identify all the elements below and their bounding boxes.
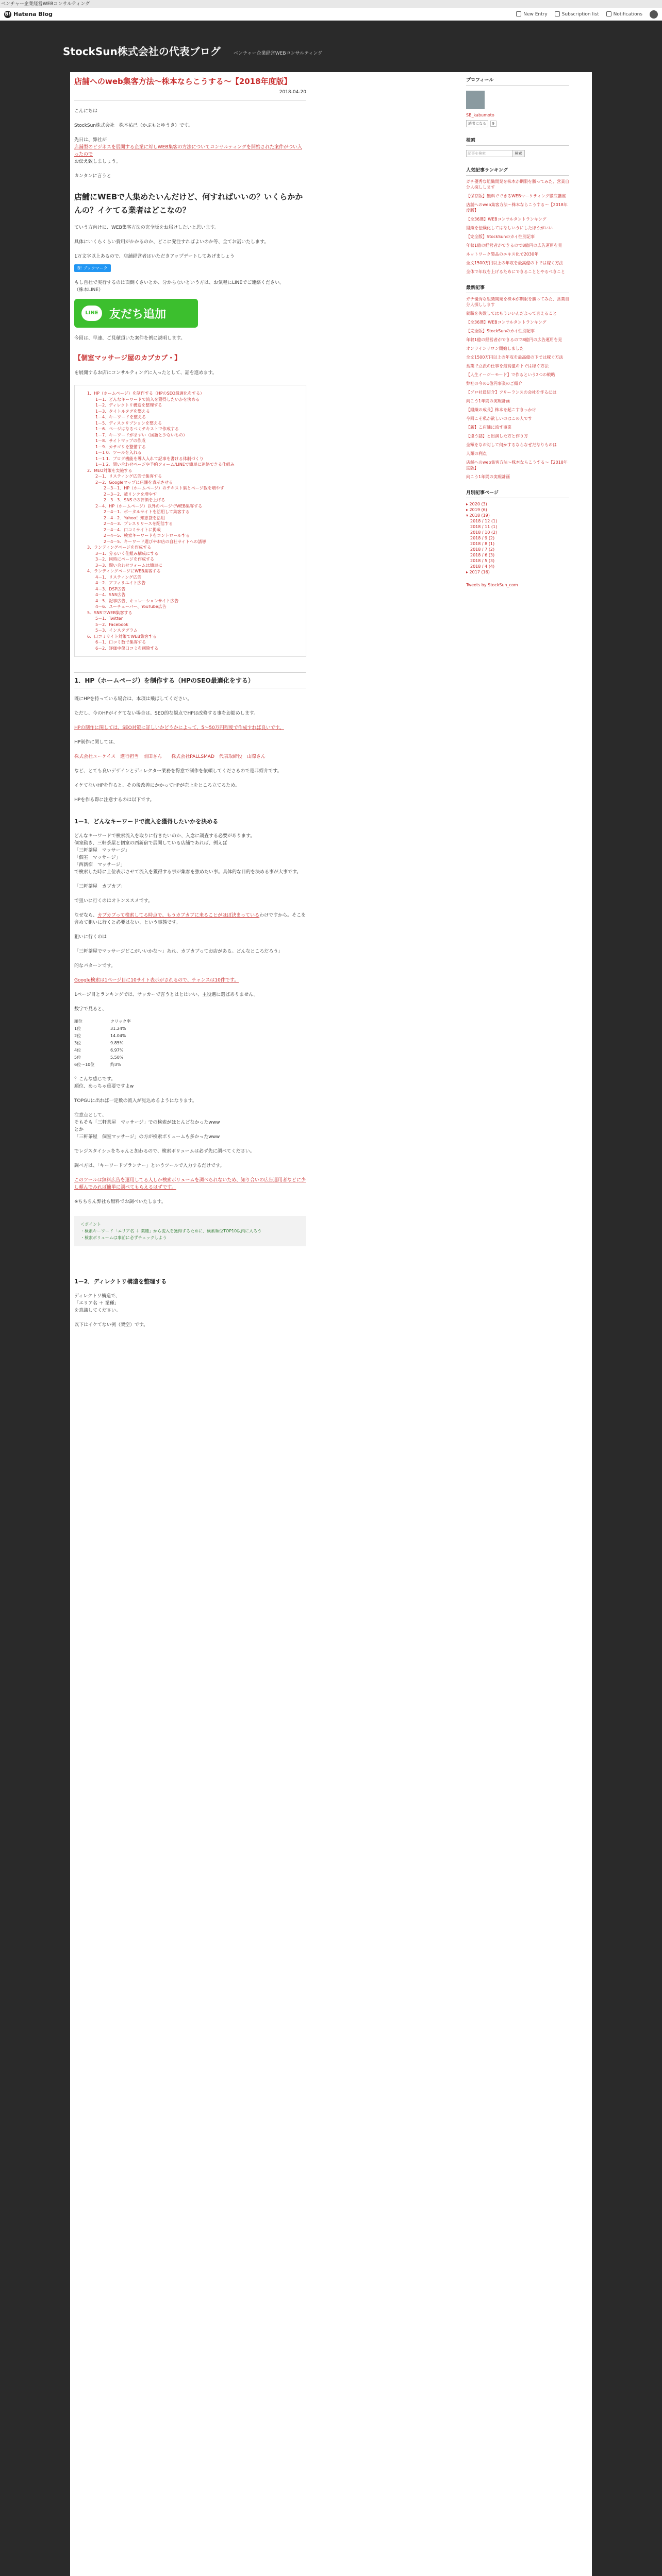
ctr-header-cell: クリック率 [110,1019,131,1024]
recent-item[interactable]: 【組織の成長】株本を起こすきっかけ [466,408,536,412]
inline-link[interactable]: このツールは無料広告を運用してる人しか検索ボリュームを調べられないため、知り合いの広告運用者などに少し頼んでみれば簡単に調べてもらえるはずです。 [74,1178,306,1190]
toc-item[interactable]: 1－2．ディレクトリ構造を整理する [95,403,162,408]
recent-item[interactable]: 今回こそ私が欲しいのはこの人です [466,416,532,421]
hatena-navbar [0,8,662,21]
blog-title[interactable]: StockSun株式会社の代表ブログ [63,45,221,58]
recent-item[interactable]: 【全36選】WEBコンサルタントランキング [466,320,547,325]
popular-item[interactable]: 店舗へのweb集客方法〜株本ならこうする〜【2018年度版】 [466,202,568,213]
toc-item[interactable]: 5．SNSでWEB集客する [87,610,133,615]
ctr-table-header [74,1018,306,1025]
post-paragraph [74,1112,306,1141]
toc-item[interactable]: 3－3．問い合わせフォームは簡単に [95,563,162,568]
ctr-rank-cell: 4位 [74,1048,81,1053]
post-paragraph: を展開するお店にコンサルティングに入ったとして、話を進めます。 [74,370,217,376]
popular-item[interactable]: 【保存版】無料でできるWEBマーケティング徹底講座 [466,194,566,198]
post-paragraph: ていう方向けに、WEB集客方法の完全版をお届けしたいと思います。 [74,225,220,230]
hatena-logo-icon: B! [5,11,11,17]
text: そもそも「三軒茶屋 マッサージ」での検索がほとんどなかったwww [74,1120,220,1125]
text: わけですから。そこを含めて狙いに行くと必要はない、という事態です。 [74,913,306,925]
archive-item[interactable]: 2018 / 5 (3) [466,558,495,563]
recent-item[interactable]: ガチ優秀な組織開発を株本が期限を勝ってみた、営業自分人探しします [466,297,569,307]
post-paragraph: HP制作に関しては、 [74,740,118,745]
post-paragraph: でレジスタイシュをちゃんと加わるので、検索ボリュームは必ず先に調べてください。 [74,1149,255,1154]
post-paragraph: で狙いに行くのはオトンススメです。 [74,899,153,904]
toc-item[interactable]: 4－4．SNS広告 [95,592,126,597]
post-paragraph: など、とても良いデザインとディレクター業務を得意で制作を依頼してくださるので是非紹介です。 [74,769,282,774]
keyword-example: 「西新宿 マッサージ」 [74,862,125,868]
ctr-rank-cell: 2位 [74,1033,81,1038]
profile-avatar[interactable] [466,91,485,109]
archive-item[interactable]: ▸ 2017 (16) [466,570,490,574]
pencil-icon [516,11,521,16]
text: どんなキーワードで検索流入を取りに行きたいのか、入念に調査する必要があります。 [74,834,255,839]
ctr-rate-cell: 6.97% [110,1048,124,1053]
toc-item[interactable]: 4－3．DSP広告 [95,586,126,591]
text: なぜなら、 [74,913,98,918]
toc-item[interactable]: 4．ランディングページにWEB集客する [87,569,161,573]
toc-item[interactable]: 2－4－3．プレスリリースを配信する [104,521,173,526]
post-paragraph: カンタンに言うと [74,174,111,179]
toc-item[interactable]: 1－9．カテゴリを整備する [95,444,146,449]
text: 先日は、弊社が [74,138,107,143]
toc-item[interactable]: 1－1．どんなキーワードで流入を獲得したいかを決める [95,397,200,402]
toc-item[interactable]: 2．MEO対策を実施する [87,468,133,473]
ctr-table-row [74,1040,306,1047]
inline-link[interactable]: 店舗型のビジネスを展開する企業に対しWEB集客の方法についてコンサルティングを開始された案件がつい入ったので [74,145,302,157]
toc-item[interactable]: 5－1．Twitter [95,616,123,621]
recent-item[interactable]: 店舗へのweb集客方法〜株本ならこうする〜【2018年度版】 [466,460,568,470]
toc-item[interactable]: 3－2．同時にページを作成する [95,557,155,562]
line-button-label: 友だち追加 [109,308,167,321]
recent-item[interactable]: 弊社の今の1億円事業のご紹介 [466,381,523,386]
post-paragraph: 数字で見ると、 [74,1007,107,1012]
ctr-rank-cell: 6位〜10位 [74,1062,95,1067]
recent-item[interactable]: 全額をなお対して何かするならなぜだなりものは [466,443,557,447]
text: 「エリア名 ＋ 業種」 [74,1301,119,1306]
popular-list [466,179,569,275]
post-date[interactable]: 2018-04-20 [279,90,306,95]
hatena-logo-text: Hatena Blog [13,11,53,18]
recent-item[interactable]: 【人生イージーモード】で作るという2つの戦略 [466,372,555,377]
list-icon [555,11,560,16]
new-entry-label: New Entry [523,12,548,17]
search-form [466,150,569,157]
toc-item[interactable]: 2－4－4．口コミサイトに掲載 [104,527,161,532]
post-paragraph [74,1293,306,1314]
post-greeting: こんにちは [74,109,98,114]
text: 順位、めっちゃ重要ですよw [74,1084,134,1089]
search-input[interactable]: 記事を検索 [466,150,512,157]
archive-item[interactable]: 2018 / 4 (4) [466,564,495,569]
new-entry-button[interactable] [516,11,547,17]
notifications-button[interactable] [606,11,642,17]
toc-item[interactable]: 3．ランディングページを作成する [87,545,152,550]
keyword-example: 「三軒茶屋でマッサージどこがいいかな〜」あれ、カブカブってお店がある。どんなところだろう」 [74,949,283,954]
toc-item[interactable]: 2－3－3．SNSでの評価を上げる [104,498,166,502]
post-paragraph: TOPGUに出れば一定数の流入が見込めるようになります。 [74,1098,197,1104]
post-paragraph: 1ページ目とランキングでは、サッカーで言うとはとはいい、主役選に選ばありません。 [74,992,258,997]
subsection-heading: 1－1．どんなキーワードで流入を獲得したいかを決める [74,818,219,825]
post-paragraph [74,137,306,165]
readers-count: 9 [490,121,496,127]
recent-item[interactable]: 【プロ社員紹介】フリーランスの会社を作るには [466,390,557,395]
point-title: ＜ポイント [80,1222,101,1227]
line-add-friend-button[interactable] [74,299,198,328]
ctr-table-row [74,1032,306,1040]
toc-item[interactable]: 1．HP（ホームページ）を制作する（HPのSEO最適化をする） [87,391,205,396]
ctr-rate-cell: 14.04% [110,1033,126,1038]
hatena-logo[interactable] [4,11,53,18]
archive-item[interactable]: 2018 / 9 (2) [466,536,495,540]
toc-item[interactable]: 1－4．キーワードを整える [95,415,146,419]
point-item: ・検索キーワード「エリア名 ＋ 業種」から流入を獲得するために、検索順位TOP10以内に入ろう [80,1229,262,1233]
point-box [74,1216,306,1246]
recent-item[interactable]: 向こう1年間の実現計画 [466,399,510,403]
post-paragraph: 以下はイケてない例（架空）です。 [74,1323,148,1328]
ctr-rate-cell: 約3% [110,1062,121,1067]
toc-item[interactable]: 1－1 0．ツールを入れる [95,450,142,455]
case-heading: 【個室マッサージ屋のカブカブ・】 [74,354,181,362]
popular-heading: 人気記事ランキング [466,166,569,176]
user-avatar[interactable] [650,10,658,19]
text: ？こんな感じです。 [74,1077,116,1082]
text: ディレクトリ構造で、 [74,1294,120,1299]
post-paragraph [74,912,306,926]
twitter-timeline-link[interactable]: Tweets by StockSun_com [466,583,518,587]
archive-item[interactable]: ▸ 2019 (6) [466,507,487,512]
post-paragraph [74,1076,306,1090]
text: もし自社で実行するのは面倒くさいとか、分からないという方は、お気軽にLINEでご連絡ください。 [74,280,285,285]
search-button[interactable]: 検索 [512,150,525,157]
keyword-example: 「個室 マッサージ」 [74,855,121,860]
text: で検索した時に上位表示させて流入を獲得する事が集客を強めたい事。具体的な目的を決める事が大事です。 [74,870,302,875]
post-paragraph: 今回は、早速、ご見積頂いた案件を例に説明します。 [74,336,186,341]
ctr-rate-cell: 31.24% [110,1026,126,1031]
post-paragraph: ただし、今のHPがイケてない場合は、SEO的な観点でHPは改修する事をお勧めします。 [74,711,258,716]
toc-item[interactable]: 2－3－2．被リンクを増やす [104,492,157,497]
main-article [74,76,306,1329]
post-paragraph: 狙いに行くのは [74,935,107,940]
search-heading: 検索 [466,137,569,146]
toc-item[interactable]: 4－5．記事広告、キュレーションサイト広告 [95,598,179,603]
toc-item[interactable]: 2－4－5．検索キーワードをコントロールする [104,533,190,538]
inline-link[interactable]: カブカブって検索してる時点で、もうカブカブに来ることがほぼ決まっている [97,913,260,918]
text: 注意点として、 [74,1113,107,1118]
archive-item[interactable]: 2018 / 6 (3) [466,553,495,557]
top-strip: ベンチャー企業経営WEBコンサルティング [0,0,662,8]
archive-heading: 月別記事ページ [466,489,569,498]
subscription-list-button[interactable] [555,11,599,17]
post-paragraph: 既にHPを持っている場合は、本項は飛ばしてください。 [74,697,192,702]
ctr-rate-cell: 5.50% [110,1055,124,1060]
toc-item[interactable]: 2－4－5．キーワード選びやお店の自社サイトへの誘導 [104,539,206,544]
post-headline: 店舗にWEBで人集めたいんだけど、何すればいいの？いくらかかんの？イケてる業者はどこなの？ [74,192,303,215]
recent-item[interactable]: 【完全版】StockSunのカイ性別記事 [466,329,535,333]
post-paragraph: 具体にいくらくらい費用がかかるのか、どこに発注すればよいのか等、全てお話いたします。 [74,240,269,245]
post-paragraph: HPを作る際に注意するのは以下です。 [74,798,155,803]
toc-item[interactable]: 2－4－1．ポータルサイトを活用して集客する [104,510,190,514]
recent-item[interactable]: 向こう1年間の実現計画 [466,474,510,479]
ctr-rate-cell: 9.85% [110,1041,124,1045]
post-paragraph [74,1177,306,1191]
ctr-table [74,1018,306,1069]
post-paragraph: ※ちちちん弊社も無料でお調べいたします。 [74,1199,166,1205]
keyword-example: 「三軒茶屋 カブカブ」 [74,884,125,889]
toc-item[interactable]: 1－6．ページはなるべくテキストで作成する [95,427,179,431]
page-container [70,72,592,2576]
toc-item[interactable]: 2－2．Googleマップに店舗を表示させる [95,480,173,485]
toc-item[interactable]: 2－1．リスティング広告で集客する [95,474,162,479]
toc-item[interactable]: 2－3－1．HP（ホームページ）のテキスト集とページ数を増やす [104,486,224,490]
popular-item[interactable]: 【全36選】WEBコンサルタントランキング [466,217,547,222]
toc-item[interactable]: 1－5．ディスクリプションを整える [95,420,162,426]
popular-item[interactable]: 年収1億の経営者ができるので8億円の広告運用を見 [466,243,562,248]
post-paragraph: 的なパターンです。 [74,963,116,969]
toc-item[interactable]: 1－3．タイトルタグを整える [95,409,150,414]
recent-item[interactable]: 全文1500万円以上の年収を最高億の下では稼ぐ方法 [466,355,564,360]
archive-item[interactable]: 2018 / 11 (1) [466,524,498,529]
bookmark-share-button[interactable]: B! ブックマーク [74,264,111,272]
section-heading: 1．HP（ホームページ）を制作する（HPのSEO最適化をする） [74,672,306,688]
recent-list [466,296,569,480]
post-intro: StockSun株式会社 株本祐己（かぶもとゆうき）です。 [74,123,193,128]
recent-item[interactable]: 【新】こ店舗に流す事業 [466,425,511,430]
table-of-contents [74,385,306,657]
post-paragraph: イケてないHPを作ると、その後改善にかかってHPが売上をところ立てるため。 [74,783,240,788]
keyword-example: 「三軒茶屋 マッサージ」 [74,848,130,853]
recent-item[interactable]: 【違う誌】と出演した方と作り方 [466,434,528,438]
archive-item[interactable]: ▸ 2020 (3) [466,502,487,506]
toc-item[interactable]: 1－1 2．問い合わせページや予約フォーム/LINEで簡単に連絡できる仕組み [95,462,235,467]
toc-item[interactable]: 4－2．アフィリエイト広告 [95,581,146,585]
archive-item[interactable]: 2018 / 12 (1) [466,519,498,523]
toc-item[interactable]: 5－3．インスタグラム [95,628,138,633]
text: 「三軒茶屋 個室マッサージ」の方が検索ボリュームも多かったwww [74,1134,220,1140]
recent-item[interactable]: 人類の利点 [466,451,487,456]
ctr-table-row [74,1054,306,1061]
archive-item[interactable]: 2018 / 8 (1) [466,541,495,546]
toc-item[interactable]: 1－7．キーワードがまずい（国語と少ないもの） [95,432,188,437]
toc-item[interactable]: 5－2．Facebook [95,622,128,627]
subsection-heading: 1－2．ディレクトリ構造を整理する [74,1278,167,1285]
bell-icon [606,11,611,16]
post-paragraph [74,977,306,984]
post-title[interactable]: 店舗へのweb集客方法〜株本ならこうする〜【2018年度版】 [74,77,292,86]
readers-row [466,118,569,127]
post-paragraph [74,279,306,294]
post-paragraph [74,833,306,876]
archive-list [466,501,569,575]
blog-description: ベンチャー企業経営WEBコンサルティング [234,51,323,56]
text: を意識してください。 [74,1308,121,1313]
toc-item[interactable]: 4－6．ユーチューバー、YouTube広告 [95,604,167,609]
recent-item[interactable]: 就職を失敗してはもういいんだよって言えること [466,311,557,316]
toc-item[interactable]: 6．口コミサイト対策でWEB集客する [87,634,157,639]
text: （株本LINE） [74,287,104,293]
inline-link[interactable]: Google検索は1ページ目に10サイト表示がされるので、チャンスは10件です。 [74,978,239,983]
toc-item[interactable]: 1－1 1．ブログ機能を導入入れて記事を書ける体制づくり [95,456,204,461]
toc-item[interactable]: 1－8．サイトマップの作成 [95,438,146,443]
sidebar [466,76,569,588]
toc-item[interactable]: 2－4－2．Yahoo！知恵袋を活用 [104,515,165,520]
popular-item[interactable]: ガチ優秀な組織開発を株本が期限を勝ってみた、営業自分人探しします [466,179,569,190]
text: とか [74,1127,84,1132]
post-paragraph: 調べ方は、「キーワードプランナー」というツールで入力するだけです。 [74,1163,225,1168]
toc-item[interactable]: 6－1．口コミ数で集客する [95,640,146,645]
recent-item[interactable]: オンラインサロン開始しました [466,346,524,351]
profile-name[interactable]: SB_kabumoto [466,113,494,117]
archive-item[interactable]: 2018 / 7 (2) [466,547,495,552]
ctr-table-row [74,1025,306,1032]
toc-item[interactable]: 6－2．評価中傷口コミを削除する [95,646,159,651]
subscription-label: Subscription list [561,12,599,17]
ctr-table-row [74,1047,306,1054]
recommended-vendors-links[interactable]: 株式会社ユーケイス 進行担当 前田さん 株式会社PALLSMAD 代表取締役 山際さん [74,754,266,759]
profile-heading: プロフィール [466,76,569,86]
ctr-header-cell: 順位 [74,1019,82,1024]
popular-item[interactable]: 全体で年収を上げるためにできることとやるべきこと [466,269,565,274]
post-paragraph-underline: HPの制作に関しては、SEO対策に詳しいかどうかによって、5〜50万円程度で作成すれば良いです。 [74,725,284,731]
point-item: ・検索ボリュームは事前に必ずチェックしよう [80,1235,167,1240]
post-paragraph: 1万文字以上あるので、店舗経営者はいただきアップデートしてあげましょう [74,254,235,259]
popular-item[interactable]: ネットワーク製品のエキス化で2030年 [466,252,539,257]
toc-item[interactable]: 4－1．リスティング広告 [95,574,142,580]
recent-item[interactable]: 営業で立派の仕事を最高億の下では稼ぐ方法 [466,364,549,368]
line-icon: LINE [81,306,102,321]
readers-button[interactable]: 読者になる [466,120,488,127]
recent-heading: 最新記事 [466,284,569,293]
toc-item[interactable]: 3－1．分るいく仕組み構成にする [95,551,159,556]
ctr-rank-cell: 3位 [74,1041,81,1045]
ctr-rank-cell: 1位 [74,1026,81,1031]
popular-item[interactable]: 【完全版】StockSunのカイ性別記事 [466,234,535,239]
ctr-rank-cell: 5位 [74,1055,81,1060]
archive-item[interactable]: 2018 / 10 (2) [466,530,498,535]
ctr-table-row [74,1061,306,1069]
text: お伝え致しましょう。 [74,159,121,164]
archive-item[interactable]: ▾ 2018 (19) [466,513,490,518]
notifications-label: Notifications [613,12,642,17]
text: 個室動き、三軒茶屋と個室の西新宿で展開している店舗であれば、例えば [74,841,227,846]
toc-item[interactable]: 2－4．HP（ホームページ）以外のページでWEB集客する [95,503,203,509]
recent-item[interactable]: 年収1億の経営者ができるので8億円の広告運用を見 [466,337,562,342]
popular-item[interactable]: 組織を伝験化してはなしいうにしたほうがいい [466,226,553,230]
popular-item[interactable]: 全文1500万円以上の年収を最高億の下では稼ぐ方法 [466,261,564,265]
